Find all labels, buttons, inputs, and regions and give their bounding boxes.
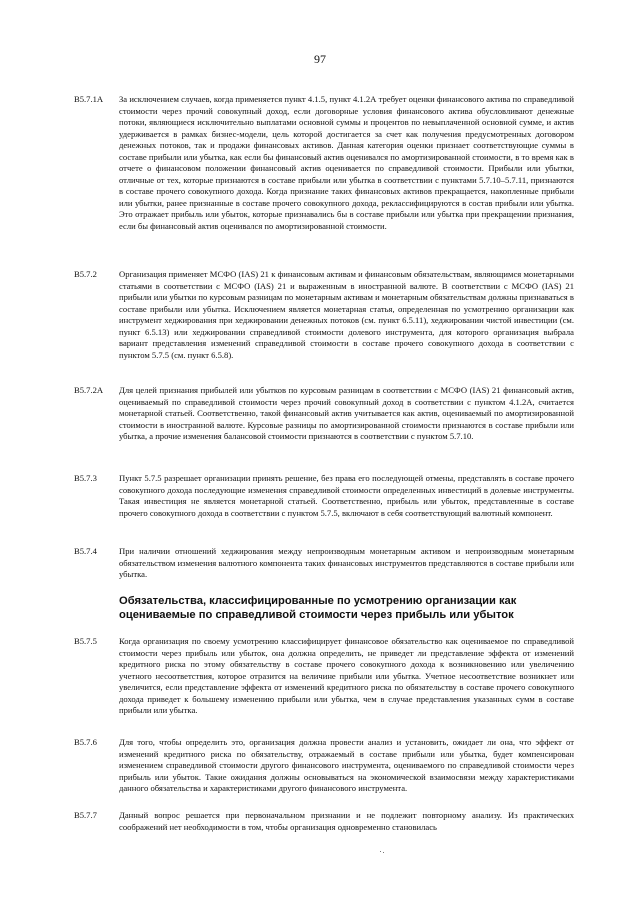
- paragraph-b5-7-1a: [74, 94, 574, 233]
- paragraph-number: B5.7.5: [74, 636, 97, 646]
- paragraph-number: B5.7.2: [74, 269, 97, 279]
- paragraph-text: За исключением случаев, когда применяется пункт 4.1.5, пункт 4.1.2А требует оценки финансового актива по справедливой стоимости через прочий совокупный доход, если договорные условия финансового актива обусловливают денежные потоки, являющиеся исключительно выплатами основной суммы и процентов по невыплаченной основной сумме, и актив удерживается в рамках бизнес-модели, цель которой достигается за счет как получения предусмотренных договором денежных потоков, так и продажи финансовых активов. Данная категория оценки признает соответствующие суммы в составе прибыли или убытка, как если бы финансовый актив оценивался по амортизированной стоимости, в то время как в отчете о финансовом положении финансовый актив оценивается по справедливой стоимости. Прибыли или убытки, отличные от тех, которые признаются в составе прибыли или убытка в соответствии с пунктами 5.7.10–5.7.11, признаются в составе прочего совокупного дохода. Когда признание таких финансовых активов прекращается, накопленные прибыли или убытки, ранее признанные в составе прочего совокупного дохода, реклассифицируются в состав прибыли или убытка. Это отражает прибыль или убыток, которые признавались бы в составе прибыли или убытка при прекращении признания, если бы финансовый актив оценивался по амортизированной стоимости.: [119, 94, 574, 232]
- paragraph-text: Для того, чтобы определить это, организация должна провести анализ и установить, ожидает ли она, что эффект от изменений кредитного риска по обязательству, отражаемый в составе прибыли или убытка, будет компенсирован изменением справедливой стоимости другого финансового инструмента, оцениваемого по справедливой стоимости через прибыль или убыток. Такие ожидания должны основываться на экономической взаимосвязи между характеристиками данного обязательства и характеристиками другого финансового инструмента.: [119, 737, 574, 794]
- paragraph-b5-7-2: [74, 269, 574, 361]
- paragraph-text: При наличии отношений хеджирования между непроизводным монетарным активом и непроизводным монетарным обязательством изменения валютного компонента таких финансовых инструментов представляются в составе прибыли или убытка.: [119, 546, 574, 580]
- section-heading: Обязательства, классифицированные по усмотрению организации как оцениваемые по справедливой стоимости через прибыль или убыток: [119, 595, 517, 621]
- paragraph-b5-7-5: [74, 636, 574, 717]
- scan-speck: [380, 851, 381, 852]
- paragraph-number: B5.7.7: [74, 810, 97, 820]
- paragraph-text: Когда организация по своему усмотрению классифицирует финансовое обязательство как оцениваемое по справедливой стоимости через прибыль или убыток, она должна определить, не приведет ли представление эффекта от изменений кредитного риска по этому обязательству в составе прочего совокупного дохода к возникновению или увеличению учетного несоответствия, которое отразится на величине прибыли или убытка. Учетное несоответствие возникнет или увеличится, если представление эффекта от изменений кредитного риска по обязательству в составе прочего совокупного дохода приведет к большему изменению прибыли или убытка, чем в случае представления указанных сумм в составе прибыли или убытка.: [119, 636, 574, 716]
- paragraph-text: Для целей признания прибылей или убытков по курсовым разницам в соответствии с МСФО (IAS) 21 финансовый актив, оцениваемый по справедливой стоимости через прочий совокупный доход в соответствии с пунктом 4.1.2А, считается монетарной статьей. Соответственно, такой финансовый актив учитывается как актив, оцениваемый по амортизированной стоимости в иностранной валюте. Курсовые разницы по амортизированной стоимости признаются в составе прибыли или убытка, а прочие изменения балансовой стоимости признаются в соответствии с пунктом 5.7.10.: [119, 385, 574, 442]
- paragraph-b5-7-7: [74, 810, 574, 833]
- scan-speck: [383, 852, 384, 853]
- paragraph-b5-7-6: [74, 737, 574, 795]
- paragraph-number: B5.7.3: [74, 473, 97, 483]
- paragraph-number: B5.7.1A: [74, 94, 104, 104]
- paragraph-b5-7-3: [74, 473, 574, 519]
- paragraph-number: B5.7.4: [74, 546, 97, 556]
- paragraph-text: Организация применяет МСФО (IAS) 21 к финансовым активам и финансовым обязательствам, являющимся монетарными статьями в соответствии с МСФО (IAS) 21 и выраженным в иностранной валюте. В соответствии с МСФО (IAS) 21 прибыли или убытки по курсовым разницам по монетарным активам и монетарным обязательствам должны признаваться в составе прибыли или убытка. Исключением является монетарная статья, определенная по усмотрению организации как инструмент хеджирования при хеджировании денежных потоков (см. пункт 6.5.11), хеджировании чистой инвестиции (см. пункт 6.5.13) или хеджировании справедливой стоимости долевого инструмента, для которого организация выбрала вариант представления изменений справедливой стоимости в составе прочего совокупного дохода в соответствии с пунктом 5.7.5 (см. пункт 6.5.8).: [119, 269, 574, 360]
- page-number: 97: [314, 52, 326, 66]
- paragraph-number: B5.7.6: [74, 737, 97, 747]
- paragraph-b5-7-4: [74, 546, 574, 581]
- paragraph-b5-7-2a: [74, 385, 574, 443]
- paragraph-text: Данный вопрос решается при первоначальном признании и не подлежит повторному анализу. Из практических соображений нет необходимости в том, чтобы организация одновременно становилась: [119, 810, 574, 832]
- paragraph-number: B5.7.2A: [74, 385, 104, 395]
- paragraph-text: Пункт 5.7.5 разрешает организации принять решение, без права его последующей отмены, представлять в составе прочего совокупного дохода последующие изменения справедливой стоимости определенных инвестиций в долевые инструменты. Такая инвестиция не является монетарной статьей. Соответственно, прибыль или убыток, представленные в составе прочего совокупного дохода в соответствии с пунктом 5.7.5, включают в себя соответствующий валютный компонент.: [119, 473, 574, 518]
